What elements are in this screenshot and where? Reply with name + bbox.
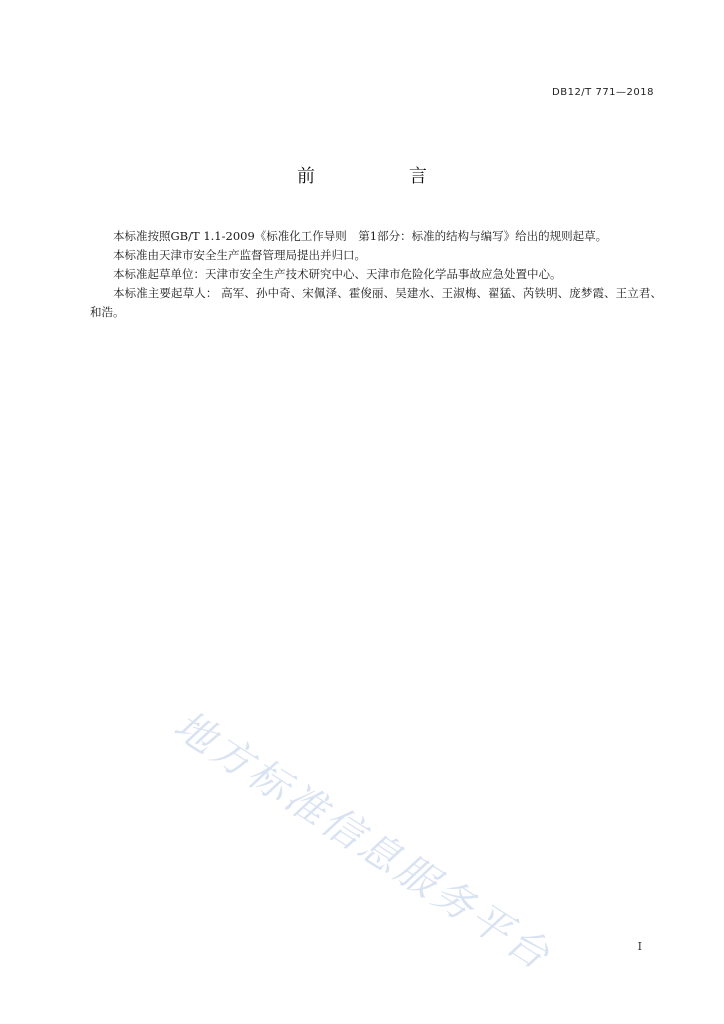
watermark-text: 地方标准信息服务平台 [165,702,560,981]
page-title: 前 言 [297,166,465,187]
paragraph-proposer: 本标准由天津市安全生产监督管理局提出并归口。 [113,248,366,262]
standard-code: DB12/T 771—2018 [552,87,654,98]
paragraph-drafting-units: 本标准起草单位：天津市安全生产技术研究中心、天津市危险化学品事故应急处置中心。 [113,267,562,281]
paragraph-drafting-rules: 本标准按照GB/T 1.1-2009《标准化工作导则 第1部分：标准的结构与编写》给出的规则起草。 [113,229,608,243]
paragraph-drafters: 本标准主要起草人： 高军、孙中奇、宋佩泽、霍俊丽、吴建水、王淑梅、翟猛、芮铁明、庞梦霞、王立君、和浩。 [90,286,662,319]
page-number: I [637,940,642,953]
foreword-body [90,227,662,322]
